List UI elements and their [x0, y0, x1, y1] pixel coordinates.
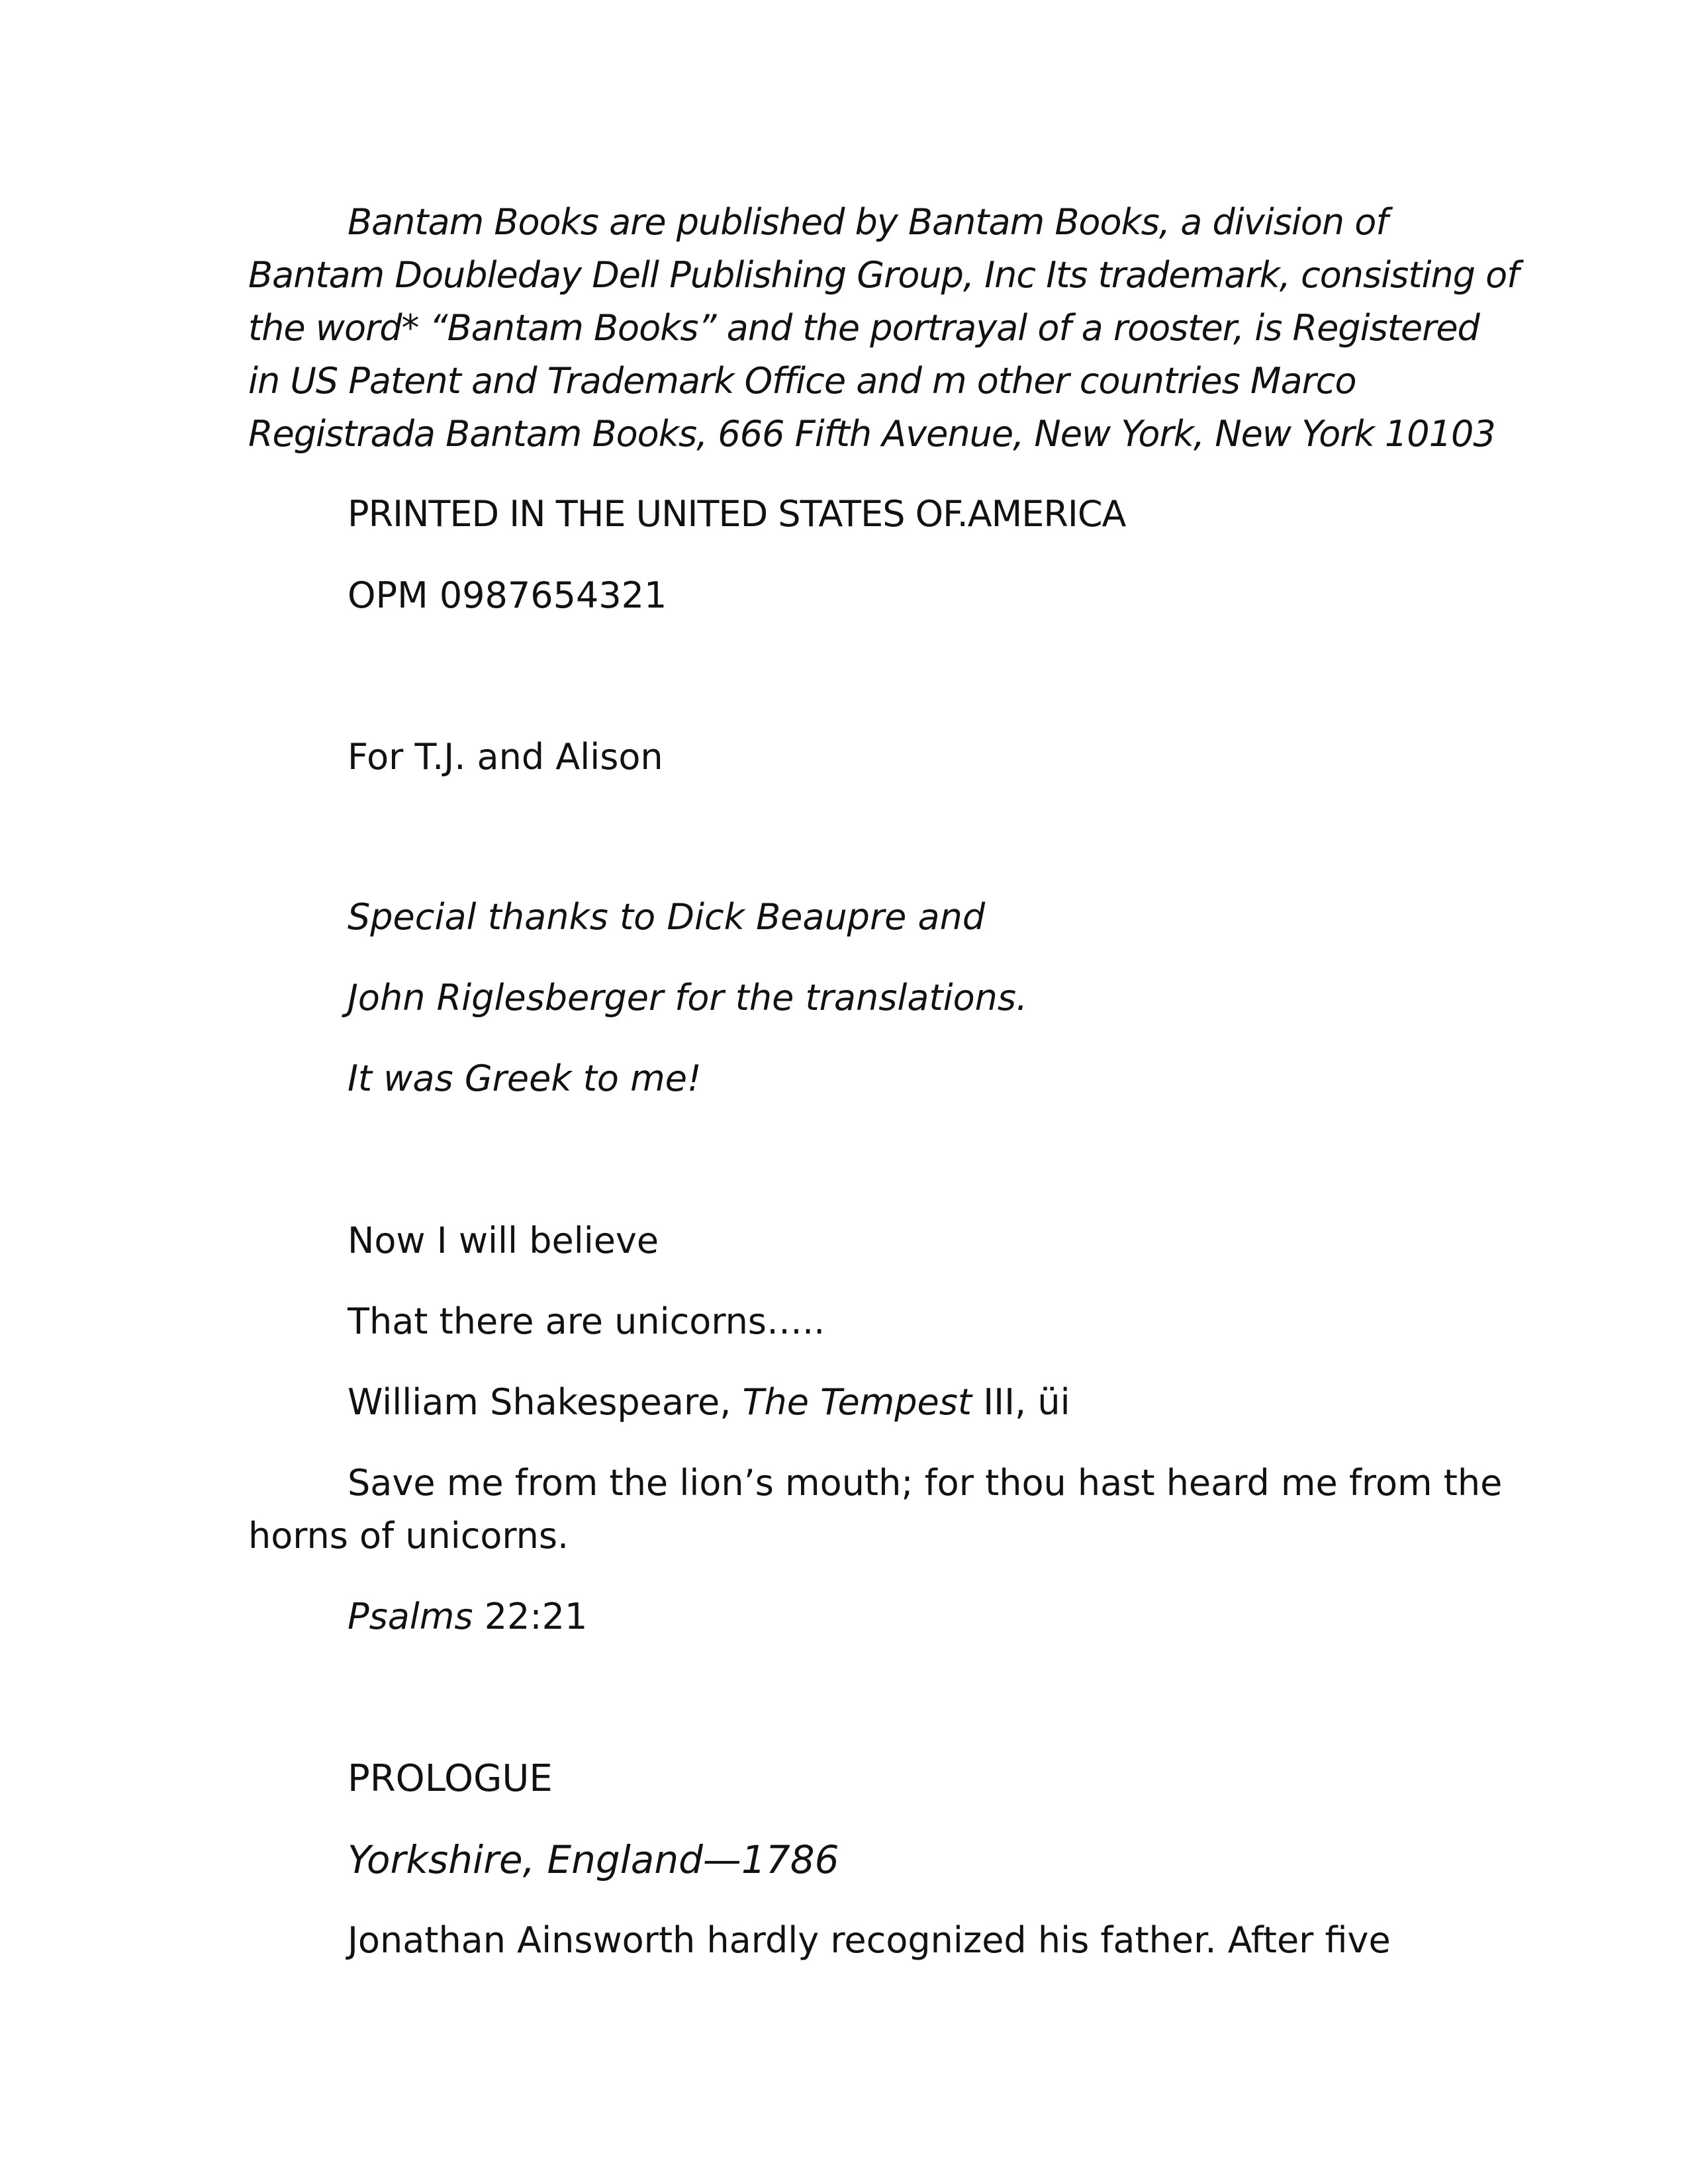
prologue-place-date: Yorkshire, England—1786	[348, 1837, 839, 1882]
thanks-line: Special thanks to Dick Beaupre and	[348, 896, 986, 938]
copyright-line: the word* “Bantam Books” and the portrayal of a rooster, is Registered	[248, 307, 1479, 349]
copyright-line: Bantam Doubleday Dell Publishing Group, Inc Its trademark, consisting of	[248, 254, 1519, 296]
copyright-line: Registrada Bantam Books, 666 Fifth Avenue, New York, New York 10103	[248, 413, 1495, 455]
epigraph-line: Save me from the lion’s mouth; for thou hast heard me from the	[348, 1462, 1503, 1504]
prologue-heading: PROLOGUE	[348, 1757, 553, 1800]
dedication: For T.J. and Alison	[348, 736, 663, 778]
epigraph-line: That there are unicorns…..	[348, 1300, 825, 1342]
epigraph-line: Now I will believe	[348, 1220, 659, 1261]
epigraph-reference: 22:21	[473, 1596, 588, 1637]
epigraph-source: Psalms	[348, 1596, 473, 1637]
body-text-line: Jonathan Ainsworth hardly recognized his father. After five	[348, 1919, 1391, 1961]
printing-line: OPM 0987654321	[348, 574, 667, 616]
epigraph-attribution	[348, 1590, 1539, 1643]
epigraph-attribution	[348, 1376, 1539, 1429]
epigraph-line: horns of unicorns.	[248, 1515, 569, 1557]
thanks-line: It was Greek to me!	[348, 1058, 702, 1099]
thanks-line: John Riglesberger for the translations.	[348, 977, 1028, 1019]
copyright-line: Bantam Books are published by Bantam Books, a division of	[348, 201, 1388, 243]
printed-in-notice: PRINTED IN THE UNITED STATES OF.AMERICA	[348, 493, 1126, 535]
epigraph-reference: III, üi	[972, 1381, 1070, 1423]
epigraph-work: The Tempest	[742, 1381, 972, 1423]
epigraph-author: William Shakespeare,	[348, 1381, 743, 1423]
copyright-line: in US Patent and Trademark Office and m other countries Marco	[248, 360, 1356, 402]
